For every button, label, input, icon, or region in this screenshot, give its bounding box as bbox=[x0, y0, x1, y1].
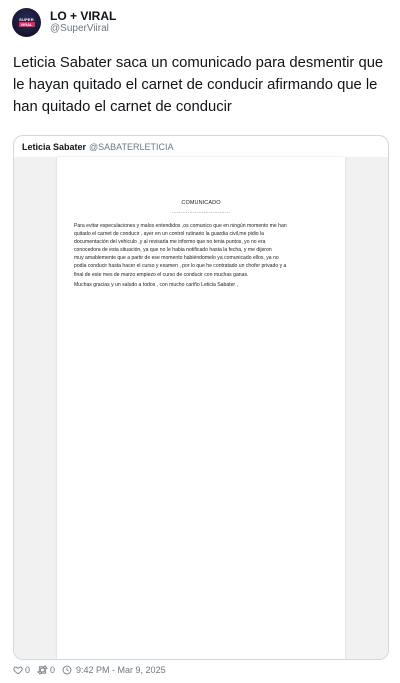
quoted-tweet[interactable] bbox=[13, 135, 389, 660]
tweet-text: Leticia Sabater saca un comunicado para desmentir que le hayan quitado el carnet de conducir afirmando que le han quitado el carnet de conducir bbox=[13, 55, 384, 115]
like-count: 0 bbox=[25, 665, 31, 675]
document-separator: …………………………… bbox=[171, 209, 231, 215]
author-handle[interactable]: @SuperViiral bbox=[50, 23, 109, 34]
retweet-icon bbox=[37, 665, 48, 675]
avatar-text-top: SUPER bbox=[19, 17, 34, 22]
quoted-tweet-header bbox=[22, 140, 174, 154]
document-body bbox=[74, 222, 287, 291]
document-line: final de este mes de marzo empiezo el curso de conducir con muchas ganas. bbox=[74, 271, 249, 278]
retweet-button[interactable] bbox=[37, 665, 55, 675]
quoted-author-name[interactable]: Leticia Sabater bbox=[22, 142, 87, 152]
document-line: quitado el carnet de conducir , ayer en un control rutinario la guardia civil,me pidio la bbox=[74, 231, 264, 238]
author-display-name[interactable]: LO + VIRAL bbox=[50, 9, 117, 23]
heart-icon bbox=[13, 665, 23, 675]
document-paragraph bbox=[74, 222, 287, 279]
quoted-media[interactable] bbox=[14, 157, 388, 659]
avatar-text-bottom: VIRAL bbox=[20, 22, 33, 27]
document-line: podia conducir hasta hacer el curso y examen , por lo que he contratado un chofer privado y a bbox=[74, 263, 287, 270]
document-page bbox=[57, 157, 345, 659]
like-button[interactable] bbox=[13, 665, 30, 675]
document-line: muy amablemente que a partir de ese momento habiéndomelo ya comunicado ellos, ya no bbox=[74, 255, 279, 262]
tweet-header bbox=[12, 7, 116, 37]
tweet-footer bbox=[13, 664, 166, 676]
document-title: COMUNICADO bbox=[181, 200, 221, 206]
avatar[interactable] bbox=[12, 8, 41, 37]
document-closing bbox=[74, 281, 274, 289]
tweet-timestamp[interactable]: 9:42 PM - Mar 9, 2025 bbox=[76, 665, 166, 675]
document-closing-line: Muchas gracias y un saludo a todos , con mucho cariño Leticia Sabater , bbox=[74, 281, 238, 288]
quoted-author-handle[interactable]: @SABATERLETICIA bbox=[89, 142, 174, 152]
author-names bbox=[50, 9, 116, 35]
retweet-count: 0 bbox=[50, 665, 56, 675]
document-line: conocedora de esta situación, ya que no le habia notificado hasta la fecha, y me dijeron bbox=[74, 247, 272, 254]
document-line: documentación del vehiculo ,y al revisarla me informo que no tenia puntos, yo no era bbox=[74, 239, 266, 246]
document-line: Para evitar especulaciones y malos entendidos ,os comunico que en ningún momento me han bbox=[74, 223, 287, 229]
clock-icon bbox=[62, 665, 72, 675]
